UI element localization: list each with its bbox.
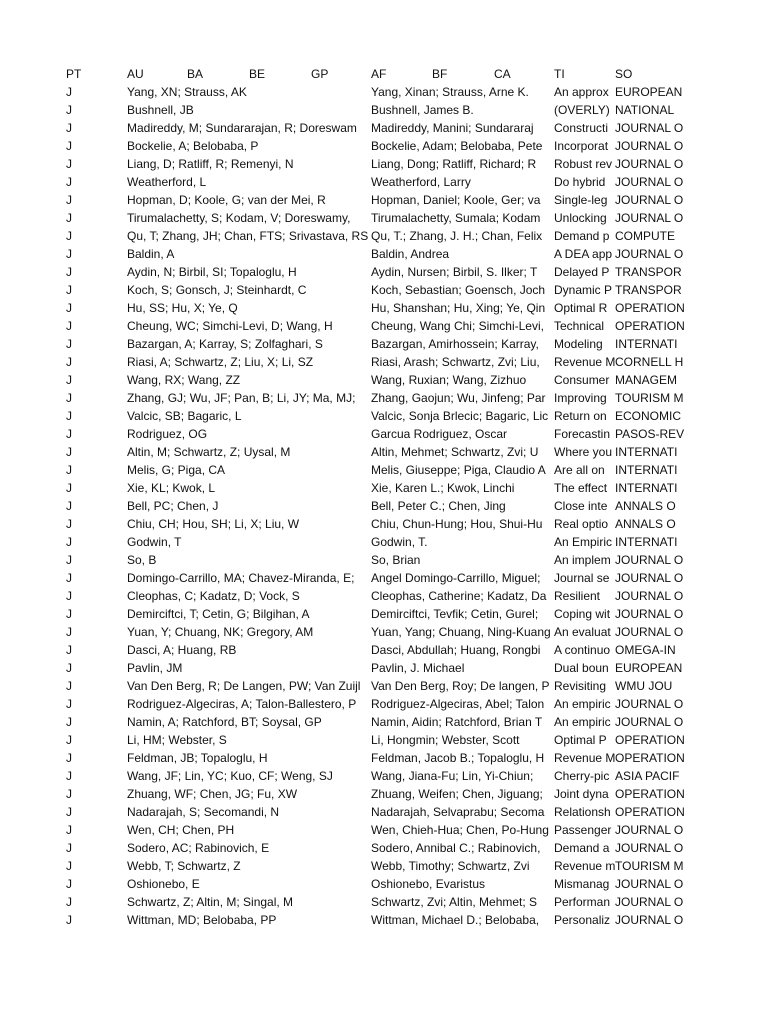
cell-au: Madireddy, M; Sundararajan, R; Doreswam bbox=[127, 121, 357, 135]
cell-so: JOURNAL O bbox=[615, 589, 684, 603]
cell-au: Yuan, Y; Chuang, NK; Gregory, AM bbox=[127, 625, 314, 639]
header-ca: CA bbox=[494, 67, 511, 81]
cell-pt: J bbox=[66, 319, 72, 333]
table-row bbox=[0, 479, 768, 497]
cell-pt: J bbox=[66, 229, 72, 243]
cell-ti: Forecastin bbox=[554, 427, 611, 441]
cell-so: INTERNATI bbox=[615, 463, 678, 477]
table-row bbox=[0, 443, 768, 461]
cell-so: JOURNAL O bbox=[615, 211, 684, 225]
cell-af: Bockelie, Adam; Belobaba, Pete bbox=[371, 139, 543, 153]
cell-af: Yang, Xinan; Strauss, Arne K. bbox=[371, 85, 529, 99]
cell-au: Altin, M; Schwartz, Z; Uysal, M bbox=[127, 445, 291, 459]
cell-au: Demirciftci, T; Cetin, G; Bilgihan, A bbox=[127, 607, 310, 621]
table-row bbox=[0, 605, 768, 623]
cell-ti: Joint dyna bbox=[554, 787, 609, 801]
cell-pt: J bbox=[66, 607, 72, 621]
cell-af: Hopman, Daniel; Koole, Ger; va bbox=[371, 193, 541, 207]
cell-af: Rodriguez-Algeciras, Abel; Talon bbox=[371, 697, 545, 711]
table-row bbox=[0, 209, 768, 227]
cell-pt: J bbox=[66, 895, 72, 909]
header-gp: GP bbox=[311, 67, 329, 81]
cell-af: Nadarajah, Selvaprabu; Secoma bbox=[371, 805, 545, 819]
cell-pt: J bbox=[66, 463, 72, 477]
cell-af: Cleophas, Catherine; Kadatz, Da bbox=[371, 589, 547, 603]
cell-au: Aydin, N; Birbil, SI; Topaloglu, H bbox=[127, 265, 297, 279]
table-row bbox=[0, 857, 768, 875]
spreadsheet bbox=[0, 65, 768, 945]
cell-af: Wittman, Michael D.; Belobaba, bbox=[371, 913, 540, 927]
cell-pt: J bbox=[66, 787, 72, 801]
cell-af: Tirumalachetty, Sumala; Kodam bbox=[371, 211, 541, 225]
cell-au: Bell, PC; Chen, J bbox=[127, 499, 219, 513]
table-row bbox=[0, 587, 768, 605]
cell-so: ECONOMIC bbox=[615, 409, 681, 423]
cell-af: Van Den Berg, Roy; De langen, P bbox=[371, 679, 550, 693]
cell-af: Aydin, Nursen; Birbil, S. Ilker; T bbox=[371, 265, 538, 279]
header-au: AU bbox=[127, 67, 144, 81]
cell-pt: J bbox=[66, 643, 72, 657]
cell-ti: A continuo bbox=[554, 643, 611, 657]
cell-so: OPERATION bbox=[615, 319, 685, 333]
cell-pt: J bbox=[66, 679, 72, 693]
cell-ti: Resilient bbox=[554, 589, 601, 603]
cell-au: Qu, T; Zhang, JH; Chan, FTS; Srivastava, RS bbox=[127, 229, 369, 243]
cell-ti: Modeling bbox=[554, 337, 603, 351]
cell-au: Li, HM; Webster, S bbox=[127, 733, 227, 747]
cell-af: Zhang, Gaojun; Wu, Jinfeng; Par bbox=[371, 391, 546, 405]
cell-af: Altin, Mehmet; Schwartz, Zvi; U bbox=[371, 445, 539, 459]
cell-au: Godwin, T bbox=[127, 535, 182, 549]
cell-au: Oshionebo, E bbox=[127, 877, 200, 891]
cell-af: Baldin, Andrea bbox=[371, 247, 450, 261]
table-row bbox=[0, 497, 768, 515]
cell-af: Wen, Chieh-Hua; Chen, Po-Hung bbox=[371, 823, 549, 837]
cell-au: Zhuang, WF; Chen, JG; Fu, XW bbox=[127, 787, 298, 801]
cell-pt: J bbox=[66, 283, 72, 297]
cell-so: TOURISM M bbox=[615, 859, 684, 873]
table-row bbox=[0, 317, 768, 335]
cell-au: Van Den Berg, R; De Langen, PW; Van Zuijl bbox=[127, 679, 361, 693]
cell-so: TOURISM M bbox=[615, 391, 684, 405]
cell-af: So, Brian bbox=[371, 553, 421, 567]
cell-so: OMEGA-IN bbox=[615, 643, 676, 657]
cell-pt: J bbox=[66, 805, 72, 819]
cell-af: Dasci, Abdullah; Huang, Rongbi bbox=[371, 643, 541, 657]
cell-ti: (OVERLY) bbox=[554, 103, 610, 117]
cell-ti: Optimal R bbox=[554, 301, 608, 315]
table-row bbox=[0, 893, 768, 911]
cell-ti: Optimal P bbox=[554, 733, 607, 747]
table-row bbox=[0, 461, 768, 479]
cell-pt: J bbox=[66, 427, 72, 441]
table-row bbox=[0, 137, 768, 155]
table-row bbox=[0, 803, 768, 821]
table-row bbox=[0, 245, 768, 263]
cell-pt: J bbox=[66, 913, 72, 927]
cell-ti: An evaluat bbox=[554, 625, 611, 639]
cell-af: Qu, T.; Zhang, J. H.; Chan, Felix bbox=[371, 229, 543, 243]
header-be: BE bbox=[249, 67, 266, 81]
cell-au: Namin, A; Ratchford, BT; Soysal, GP bbox=[127, 715, 322, 729]
cell-au: Pavlin, JM bbox=[127, 661, 183, 675]
cell-au: Rodriguez-Algeciras, A; Talon-Ballestero, P bbox=[127, 697, 357, 711]
table-row bbox=[0, 425, 768, 443]
cell-pt: J bbox=[66, 265, 72, 279]
cell-af: Madireddy, Manini; Sundararaj bbox=[371, 121, 534, 135]
table-row bbox=[0, 407, 768, 425]
cell-ti: Close inte bbox=[554, 499, 608, 513]
cell-ti: Return on bbox=[554, 409, 607, 423]
cell-af: Weatherford, Larry bbox=[371, 175, 471, 189]
cell-pt: J bbox=[66, 661, 72, 675]
table-row bbox=[0, 353, 768, 371]
cell-au: Feldman, JB; Topaloglu, H bbox=[127, 751, 268, 765]
cell-au: So, B bbox=[127, 553, 157, 567]
header-af: AF bbox=[371, 67, 387, 81]
cell-af: Koch, Sebastian; Goensch, Joch bbox=[371, 283, 546, 297]
cell-pt: J bbox=[66, 625, 72, 639]
cell-ti: Performan bbox=[554, 895, 611, 909]
cell-ti: A DEA app bbox=[554, 247, 613, 261]
cell-au: Xie, KL; Kwok, L bbox=[127, 481, 216, 495]
cell-pt: J bbox=[66, 859, 72, 873]
cell-ti: Journal se bbox=[554, 571, 610, 585]
cell-so: JOURNAL O bbox=[615, 247, 684, 261]
cell-ti: Revenue M bbox=[554, 751, 615, 765]
cell-pt: J bbox=[66, 697, 72, 711]
cell-so: INTERNATI bbox=[615, 337, 678, 351]
cell-af: Angel Domingo-Carrillo, Miguel; bbox=[371, 571, 541, 585]
cell-au: Cleophas, C; Kadatz, D; Vock, S bbox=[127, 589, 300, 603]
cell-so: OPERATION bbox=[615, 787, 685, 801]
cell-af: Melis, Giuseppe; Piga, Claudio A bbox=[371, 463, 546, 477]
cell-af: Chiu, Chun-Hung; Hou, Shui-Hu bbox=[371, 517, 543, 531]
cell-af: Godwin, T. bbox=[371, 535, 428, 549]
cell-pt: J bbox=[66, 373, 72, 387]
cell-ti: Revisiting bbox=[554, 679, 607, 693]
cell-au: Valcic, SB; Bagaric, L bbox=[127, 409, 242, 423]
cell-au: Tirumalachetty, S; Kodam, V; Doreswamy, bbox=[127, 211, 351, 225]
header-so: SO bbox=[615, 67, 633, 81]
cell-af: Valcic, Sonja Brlecic; Bagaric, Lic bbox=[371, 409, 549, 423]
cell-so: JOURNAL O bbox=[615, 607, 684, 621]
cell-au: Chiu, CH; Hou, SH; Li, X; Liu, W bbox=[127, 517, 300, 531]
cell-so: JOURNAL O bbox=[615, 157, 684, 171]
table-row bbox=[0, 389, 768, 407]
cell-ti: An Empiric bbox=[554, 535, 613, 549]
cell-af: Garcua Rodriguez, Oscar bbox=[371, 427, 508, 441]
cell-so: JOURNAL O bbox=[615, 823, 684, 837]
table-row bbox=[0, 749, 768, 767]
cell-pt: J bbox=[66, 247, 72, 261]
cell-af: Wang, Ruxian; Wang, Zizhuo bbox=[371, 373, 527, 387]
table-row bbox=[0, 785, 768, 803]
cell-so: OPERATION bbox=[615, 751, 685, 765]
cell-ti: Technical bbox=[554, 319, 605, 333]
table-row bbox=[0, 713, 768, 731]
cell-so: JOURNAL O bbox=[615, 193, 684, 207]
cell-af: Bushnell, James B. bbox=[371, 103, 474, 117]
cell-so: MANAGEM bbox=[615, 373, 678, 387]
table-row bbox=[0, 281, 768, 299]
cell-so: EUROPEAN bbox=[615, 85, 683, 99]
cell-so: JOURNAL O bbox=[615, 139, 684, 153]
cell-pt: J bbox=[66, 769, 72, 783]
cell-so: JOURNAL O bbox=[615, 715, 684, 729]
cell-af: Feldman, Jacob B.; Topaloglu, H bbox=[371, 751, 545, 765]
cell-au: Zhang, GJ; Wu, JF; Pan, B; Li, JY; Ma, MJ; bbox=[127, 391, 356, 405]
cell-ti: The effect bbox=[554, 481, 608, 495]
cell-af: Sodero, Annibal C.; Rabinovich, bbox=[371, 841, 541, 855]
cell-au: Koch, S; Gonsch, J; Steinhardt, C bbox=[127, 283, 307, 297]
cell-so: OPERATION bbox=[615, 301, 685, 315]
table-row bbox=[0, 335, 768, 353]
cell-ti: Passenger bbox=[554, 823, 612, 837]
cell-pt: J bbox=[66, 337, 72, 351]
cell-ti: Dual boun bbox=[554, 661, 609, 675]
cell-pt: J bbox=[66, 409, 72, 423]
cell-au: Schwartz, Z; Altin, M; Singal, M bbox=[127, 895, 294, 909]
table-row bbox=[0, 191, 768, 209]
table-row bbox=[0, 101, 768, 119]
table-row bbox=[0, 767, 768, 785]
cell-pt: J bbox=[66, 121, 72, 135]
cell-au: Liang, D; Ratliff, R; Remenyi, N bbox=[127, 157, 294, 171]
cell-pt: J bbox=[66, 535, 72, 549]
cell-pt: J bbox=[66, 301, 72, 315]
cell-ti: Personaliz bbox=[554, 913, 611, 927]
cell-af: Zhuang, Weifen; Chen, Jiguang; bbox=[371, 787, 543, 801]
cell-ti: Relationsh bbox=[554, 805, 611, 819]
cell-pt: J bbox=[66, 103, 72, 117]
cell-pt: J bbox=[66, 445, 72, 459]
table-row bbox=[0, 551, 768, 569]
cell-so: ASIA PACIF bbox=[615, 769, 680, 783]
cell-ti: Revenue M bbox=[554, 355, 615, 369]
table-row bbox=[0, 695, 768, 713]
table-row bbox=[0, 299, 768, 317]
table-row bbox=[0, 677, 768, 695]
cell-pt: J bbox=[66, 391, 72, 405]
cell-af: Wang, Jiana-Fu; Lin, Yi-Chiun; bbox=[371, 769, 534, 783]
cell-so: COMPUTE bbox=[615, 229, 675, 243]
cell-so: TRANSPOR bbox=[615, 265, 682, 279]
cell-so: JOURNAL O bbox=[615, 553, 684, 567]
cell-af: Riasi, Arash; Schwartz, Zvi; Liu, bbox=[371, 355, 540, 369]
cell-ti: An implem bbox=[554, 553, 611, 567]
table-row bbox=[0, 911, 768, 929]
cell-au: Sodero, AC; Rabinovich, E bbox=[127, 841, 270, 855]
cell-so: JOURNAL O bbox=[615, 913, 684, 927]
cell-so: JOURNAL O bbox=[615, 697, 684, 711]
cell-so: JOURNAL O bbox=[615, 571, 684, 585]
cell-so: JOURNAL O bbox=[615, 895, 684, 909]
cell-pt: J bbox=[66, 499, 72, 513]
cell-af: Cheung, Wang Chi; Simchi-Levi, bbox=[371, 319, 544, 333]
cell-so: INTERNATI bbox=[615, 535, 678, 549]
header-row bbox=[0, 65, 768, 83]
table-row bbox=[0, 731, 768, 749]
cell-af: Hu, Shanshan; Hu, Xing; Ye, Qin bbox=[371, 301, 546, 315]
table-row bbox=[0, 371, 768, 389]
cell-au: Wang, JF; Lin, YC; Kuo, CF; Weng, SJ bbox=[127, 769, 333, 783]
cell-ti: Improving bbox=[554, 391, 607, 405]
cell-pt: J bbox=[66, 571, 72, 585]
cell-pt: J bbox=[66, 751, 72, 765]
cell-au: Baldin, A bbox=[127, 247, 175, 261]
cell-so: JOURNAL O bbox=[615, 841, 684, 855]
cell-pt: J bbox=[66, 85, 72, 99]
cell-so: TRANSPOR bbox=[615, 283, 682, 297]
cell-au: Wang, RX; Wang, ZZ bbox=[127, 373, 241, 387]
cell-au: Riasi, A; Schwartz, Z; Liu, X; Li, SZ bbox=[127, 355, 314, 369]
cell-ti: An empiric bbox=[554, 715, 611, 729]
header-ti: TI bbox=[554, 67, 565, 81]
cell-au: Bazargan, A; Karray, S; Zolfaghari, S bbox=[127, 337, 323, 351]
table-row bbox=[0, 155, 768, 173]
cell-pt: J bbox=[66, 481, 72, 495]
cell-ti: Real optio bbox=[554, 517, 609, 531]
cell-so: INTERNATI bbox=[615, 481, 678, 495]
cell-af: Oshionebo, Evaristus bbox=[371, 877, 486, 891]
table-row bbox=[0, 821, 768, 839]
cell-pt: J bbox=[66, 715, 72, 729]
cell-pt: J bbox=[66, 841, 72, 855]
cell-af: Bazargan, Amirhossein; Karray, bbox=[371, 337, 539, 351]
table-row bbox=[0, 569, 768, 587]
cell-pt: J bbox=[66, 553, 72, 567]
cell-ti: Robust rev bbox=[554, 157, 613, 171]
cell-ti: Mismanag bbox=[554, 877, 610, 891]
cell-au: Bockelie, A; Belobaba, P bbox=[127, 139, 259, 153]
cell-au: Hopman, D; Koole, G; van der Mei, R bbox=[127, 193, 326, 207]
cell-au: Hu, SS; Hu, X; Ye, Q bbox=[127, 301, 238, 315]
cell-au: Melis, G; Piga, CA bbox=[127, 463, 226, 477]
cell-ti: Dynamic P bbox=[554, 283, 613, 297]
cell-au: Yang, XN; Strauss, AK bbox=[127, 85, 247, 99]
cell-ti: An empiric bbox=[554, 697, 611, 711]
cell-af: Demirciftci, Tevfik; Cetin, Gurel; bbox=[371, 607, 539, 621]
cell-pt: J bbox=[66, 175, 72, 189]
cell-af: Liang, Dong; Ratliff, Richard; R bbox=[371, 157, 537, 171]
cell-pt: J bbox=[66, 211, 72, 225]
cell-pt: J bbox=[66, 733, 72, 747]
cell-ti: Consumer bbox=[554, 373, 610, 387]
cell-au: Nadarajah, S; Secomandi, N bbox=[127, 805, 280, 819]
cell-af: Bell, Peter C.; Chen, Jing bbox=[371, 499, 506, 513]
table-row bbox=[0, 83, 768, 101]
cell-ti: Where you bbox=[554, 445, 613, 459]
cell-au: Wittman, MD; Belobaba, PP bbox=[127, 913, 277, 927]
header-ba: BA bbox=[187, 67, 204, 81]
cell-au: Bushnell, JB bbox=[127, 103, 194, 117]
table-row bbox=[0, 515, 768, 533]
cell-au: Weatherford, L bbox=[127, 175, 207, 189]
cell-so: CORNELL H bbox=[615, 355, 684, 369]
cell-ti: Cherry-pic bbox=[554, 769, 610, 783]
cell-ti: Revenue m bbox=[554, 859, 615, 873]
table-row bbox=[0, 875, 768, 893]
table-row bbox=[0, 623, 768, 641]
cell-pt: J bbox=[66, 589, 72, 603]
cell-af: Pavlin, J. Michael bbox=[371, 661, 465, 675]
cell-ti: Demand a bbox=[554, 841, 610, 855]
cell-so: JOURNAL O bbox=[615, 877, 684, 891]
cell-so: NATIONAL bbox=[615, 103, 675, 117]
table-row bbox=[0, 119, 768, 137]
cell-af: Webb, Timothy; Schwartz, Zvi bbox=[371, 859, 530, 873]
cell-pt: J bbox=[66, 877, 72, 891]
table-row bbox=[0, 173, 768, 191]
header-pt: PT bbox=[66, 67, 82, 81]
cell-pt: J bbox=[66, 157, 72, 171]
cell-so: EUROPEAN bbox=[615, 661, 683, 675]
cell-af: Xie, Karen L.; Kwok, Linchi bbox=[371, 481, 515, 495]
table-row bbox=[0, 227, 768, 245]
table-row bbox=[0, 659, 768, 677]
cell-ti: Incorporat bbox=[554, 139, 609, 153]
cell-pt: J bbox=[66, 193, 72, 207]
table-row bbox=[0, 263, 768, 281]
cell-pt: J bbox=[66, 517, 72, 531]
cell-ti: An approx bbox=[554, 85, 609, 99]
cell-so: INTERNATI bbox=[615, 445, 678, 459]
cell-so: OPERATION bbox=[615, 805, 685, 819]
cell-ti: Coping wit bbox=[554, 607, 611, 621]
cell-af: Li, Hongmin; Webster, Scott bbox=[371, 733, 520, 747]
cell-so: WMU JOU bbox=[615, 679, 673, 693]
cell-ti: Unlocking bbox=[554, 211, 607, 225]
table-row bbox=[0, 839, 768, 857]
cell-au: Cheung, WC; Simchi-Levi, D; Wang, H bbox=[127, 319, 333, 333]
cell-ti: Delayed P bbox=[554, 265, 610, 279]
cell-au: Domingo-Carrillo, MA; Chavez-Miranda, E; bbox=[127, 571, 355, 585]
cell-so: JOURNAL O bbox=[615, 625, 684, 639]
header-bf: BF bbox=[432, 67, 448, 81]
cell-pt: J bbox=[66, 139, 72, 153]
cell-pt: J bbox=[66, 823, 72, 837]
cell-ti: Single-leg bbox=[554, 193, 608, 207]
cell-af: Yuan, Yang; Chuang, Ning-Kuang bbox=[371, 625, 551, 639]
cell-au: Dasci, A; Huang, RB bbox=[127, 643, 237, 657]
cell-au: Webb, T; Schwartz, Z bbox=[127, 859, 241, 873]
cell-ti: Do hybrid bbox=[554, 175, 606, 189]
cell-af: Namin, Aidin; Ratchford, Brian T bbox=[371, 715, 543, 729]
cell-au: Rodriguez, OG bbox=[127, 427, 208, 441]
cell-ti: Are all on bbox=[554, 463, 605, 477]
cell-so: OPERATION bbox=[615, 733, 685, 747]
cell-af: Schwartz, Zvi; Altin, Mehmet; S bbox=[371, 895, 538, 909]
cell-pt: J bbox=[66, 355, 72, 369]
table-row bbox=[0, 641, 768, 659]
table-row bbox=[0, 533, 768, 551]
cell-ti: Demand p bbox=[554, 229, 610, 243]
cell-so: JOURNAL O bbox=[615, 175, 684, 189]
cell-so: ANNALS O bbox=[615, 499, 676, 513]
cell-so: ANNALS O bbox=[615, 517, 676, 531]
cell-ti: Constructi bbox=[554, 121, 609, 135]
cell-so: PASOS-REV bbox=[615, 427, 685, 441]
cell-so: JOURNAL O bbox=[615, 121, 684, 135]
cell-au: Wen, CH; Chen, PH bbox=[127, 823, 235, 837]
